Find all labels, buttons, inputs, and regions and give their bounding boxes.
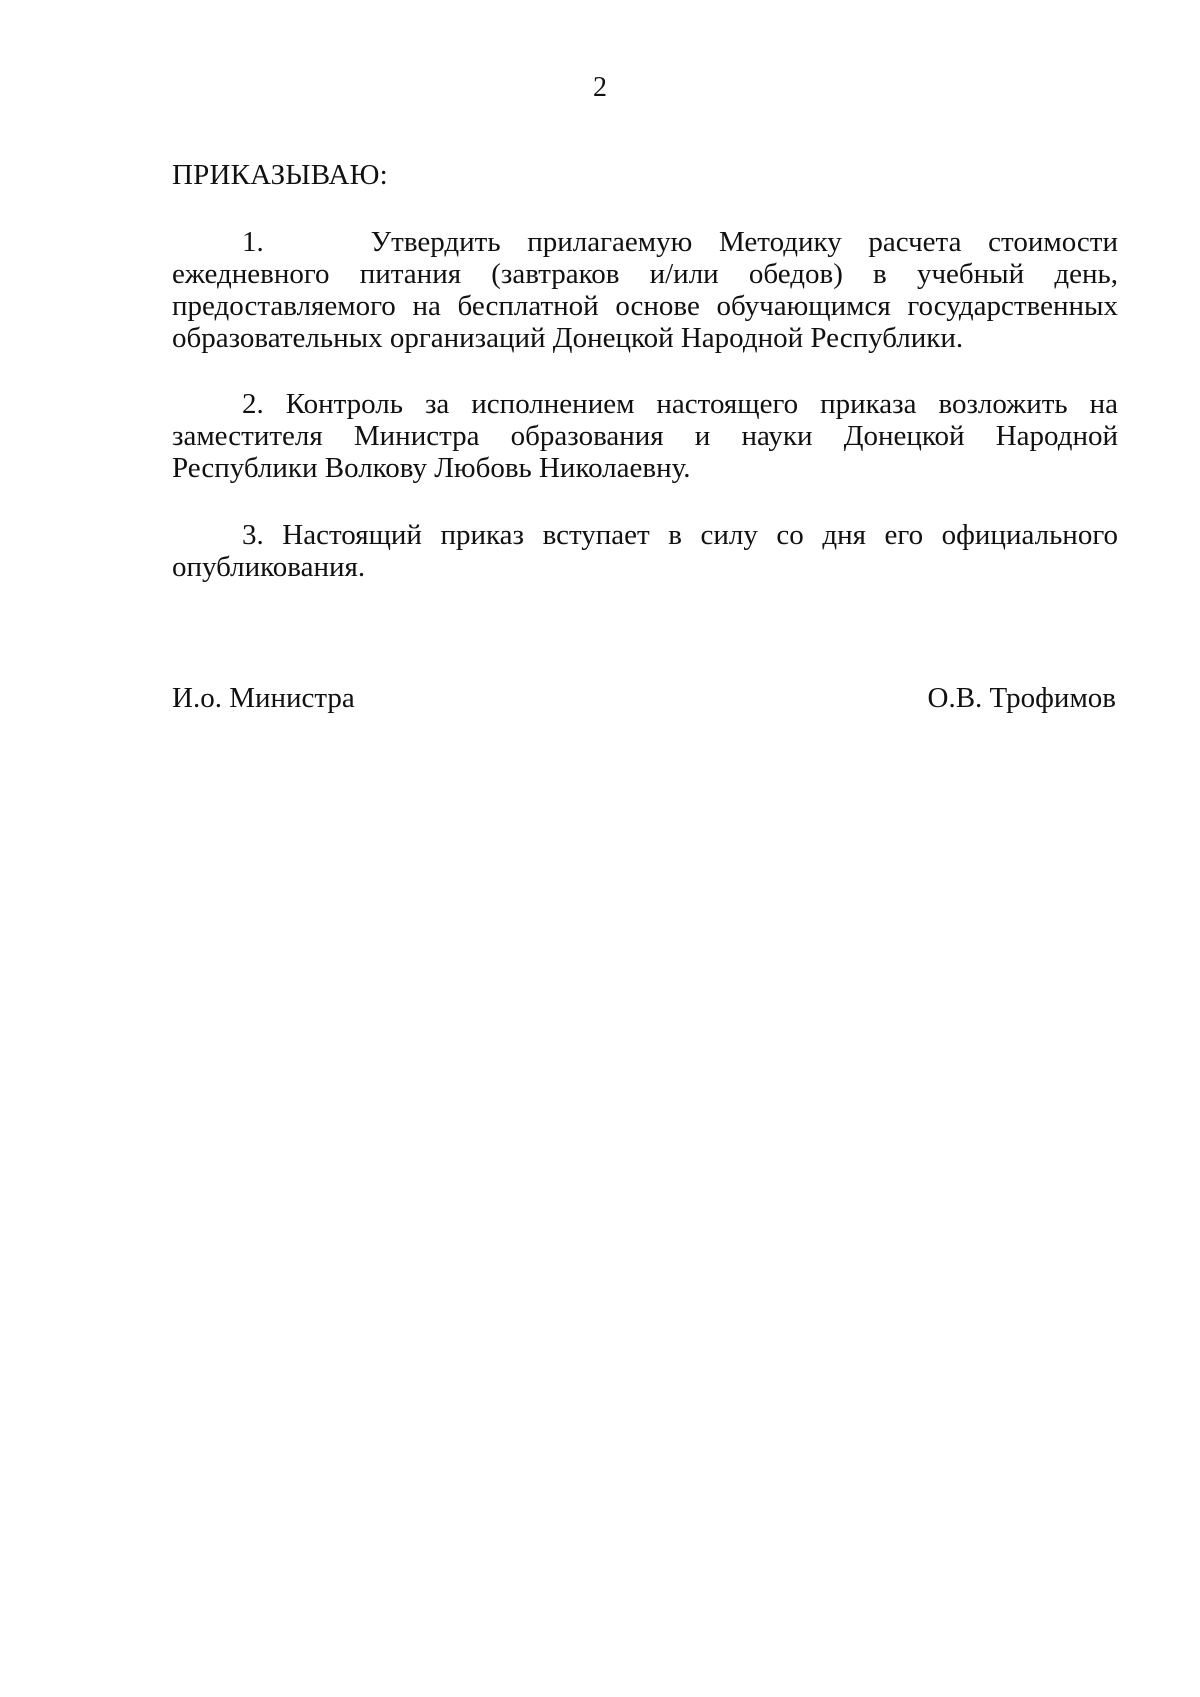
order-item-1: 1. Утвердить прилагаемую Методику расчета стоимости ежедневного питания (завтраков и/или обедов) в учебный день, предоставляемого на бесплатной основе обучающимся государственных образовательных организаций Донецкой Народной Республики. <box>172 226 1118 354</box>
order-item-2: 2. Контроль за исполнением настоящего приказа возложить на заместителя Министра образования и науки Донецкой Народной Республики Волкову Любовь Николаевну. <box>172 388 1118 484</box>
order-heading: ПРИКАЗЫВАЮ: <box>172 159 388 191</box>
signatory-name: О.В. Трофимов <box>927 682 1116 714</box>
order-item-3: 3. Настоящий приказ вступает в силу со дня его официального опубликования. <box>172 519 1118 583</box>
page-number: 2 <box>593 72 607 103</box>
signatory-position: И.о. Министра <box>172 682 355 714</box>
